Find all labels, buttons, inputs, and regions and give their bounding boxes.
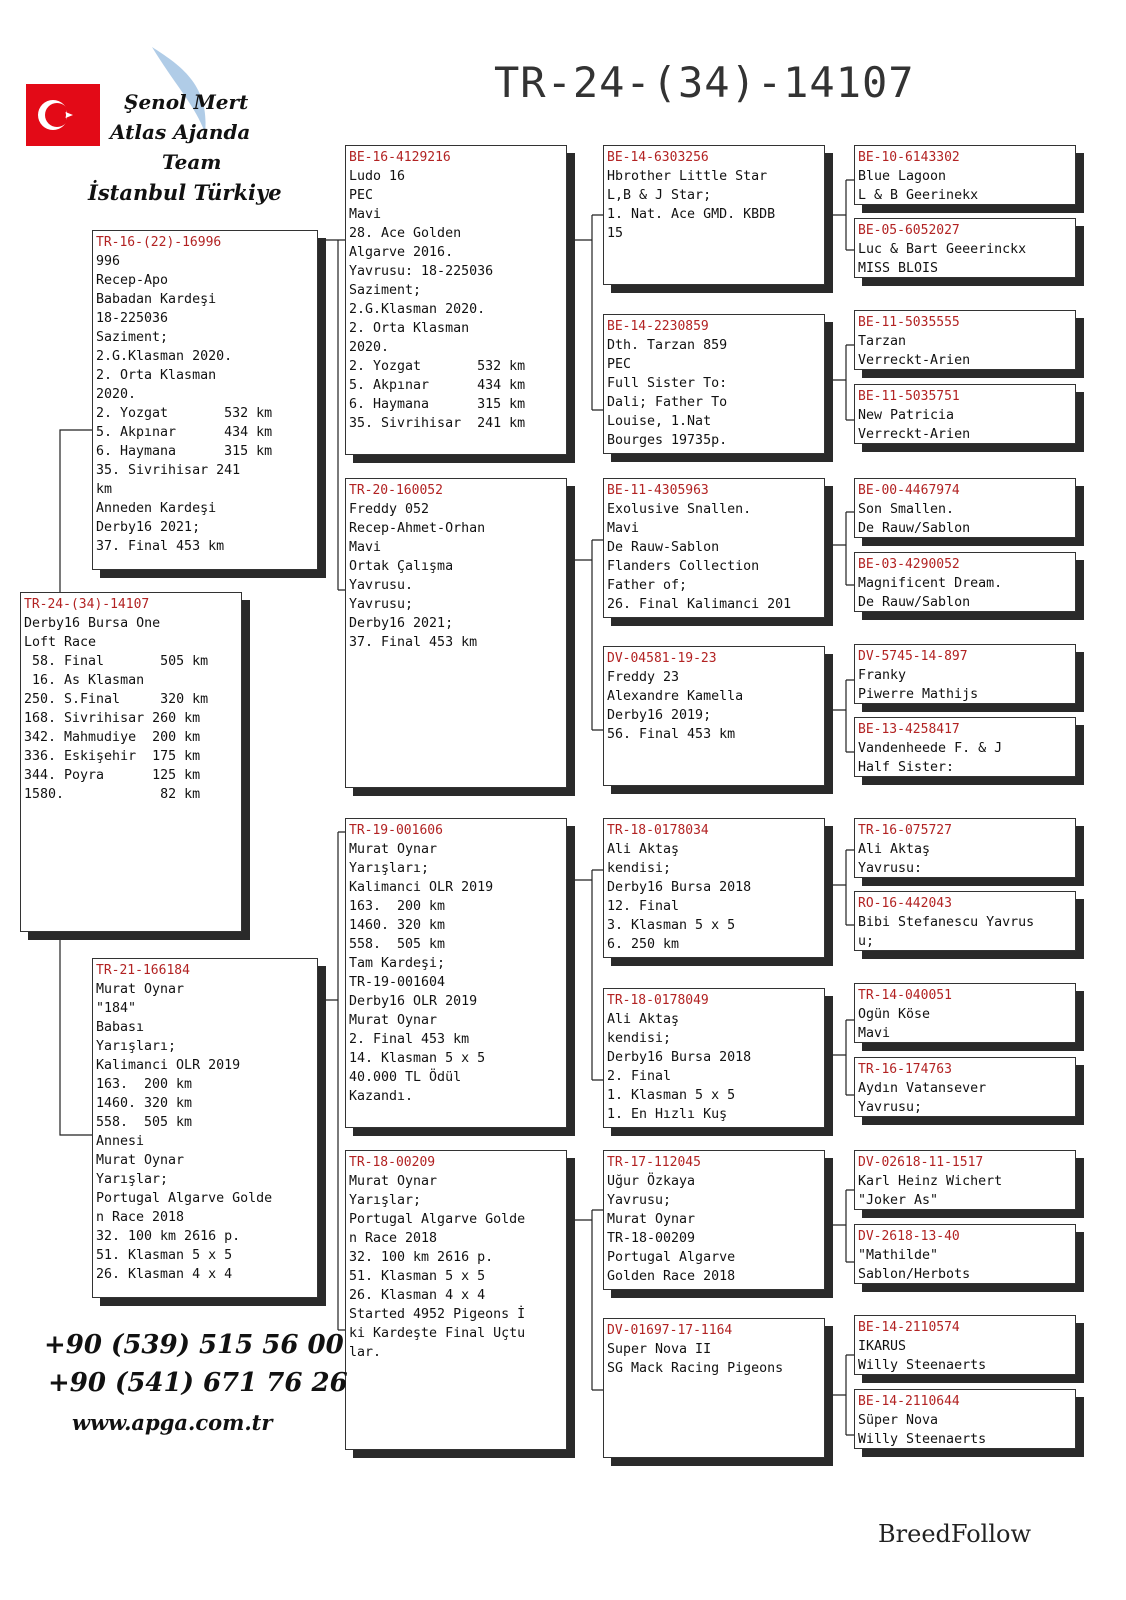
pedigree-card-g5-2 xyxy=(854,218,1076,278)
card-line: Dth. Tarzan 859 xyxy=(607,338,728,353)
card-line: 2. Final xyxy=(607,1069,672,1084)
pedigree-card-g5-1 xyxy=(854,145,1076,205)
card-line: kendisi; xyxy=(607,861,672,876)
card-line: L,B & J Star; xyxy=(607,188,712,203)
pedigree-card-g5-7 xyxy=(854,644,1076,704)
card-line: Golden Race 2018 xyxy=(607,1269,736,1284)
card-line: 2.G.Klasman 2020. xyxy=(96,349,233,364)
card-line: Derby16 OLR 2019 xyxy=(349,994,478,1009)
card-line: 2. Orta Klasman xyxy=(349,321,470,336)
ring-number: BE-13-4258417 xyxy=(858,722,960,737)
ring-number: RO-16-442043 xyxy=(858,896,952,911)
ring-number: BE-11-5035555 xyxy=(858,315,960,330)
pedigree-card-g5-15 xyxy=(854,1315,1076,1375)
card-line: 1. En Hızlı Kuş xyxy=(607,1107,728,1122)
card-line: 26. Klasman 4 x 4 xyxy=(349,1288,486,1303)
card-line: De Rauw-Sablon xyxy=(607,540,720,555)
ring-number: BE-11-4305963 xyxy=(607,483,709,498)
card-line: Portugal Algarve Golde xyxy=(349,1212,526,1227)
pedigree-card-sire-dam xyxy=(345,478,567,788)
card-line: 1460. 320 km xyxy=(349,918,446,933)
card-line: Ali Aktaş xyxy=(858,842,931,857)
card-line: Karl Heinz Wichert xyxy=(858,1174,1003,1189)
card-line: Yavrusu: xyxy=(858,861,923,876)
card-line: De Rauw/Sablon xyxy=(858,595,971,610)
card-line: 558. 505 km xyxy=(96,1115,193,1130)
card-line: 37. Final 453 km xyxy=(96,539,225,554)
card-line: Sablon/Herbots xyxy=(858,1267,971,1282)
card-line: 344. Poyra 125 km xyxy=(24,768,201,783)
card-line: 2020. xyxy=(96,387,137,402)
card-line: 35. Sivrihisar 241 xyxy=(96,463,241,478)
card-line: Saziment; xyxy=(96,330,169,345)
card-line: 51. Klasman 5 x 5 xyxy=(349,1269,486,1284)
card-line: Mavi xyxy=(349,540,382,555)
card-line: Bourges 19735p. xyxy=(607,433,728,448)
card-line: 250. S.Final 320 km xyxy=(24,692,209,707)
ring-number: BE-14-2230859 xyxy=(607,319,709,334)
card-line: 35. Sivrihisar 241 km xyxy=(349,416,526,431)
card-line: Süper Nova xyxy=(858,1413,939,1428)
card-line: Derby16 Bursa 2018 xyxy=(607,1050,752,1065)
pedigree-card-ddd xyxy=(603,1318,825,1458)
card-line: 996 xyxy=(96,254,121,269)
card-line: Mavi xyxy=(607,521,640,536)
card-line: 5. Akpınar 434 km xyxy=(349,378,526,393)
card-line: Murat Oynar xyxy=(96,1153,185,1168)
website-link[interactable]: www.apga.com.tr xyxy=(72,1410,273,1435)
card-line: Derby16 2019; xyxy=(607,708,712,723)
card-line: 37. Final 453 km xyxy=(349,635,478,650)
card-line: Louise, 1.Nat xyxy=(607,414,712,429)
ring-number: BE-03-4290052 xyxy=(858,557,960,572)
card-line: Yarışları; xyxy=(96,1039,177,1054)
card-line: Verreckt-Arien xyxy=(858,353,971,368)
card-line: 6. Haymana 315 km xyxy=(349,397,526,412)
card-line: 12. Final xyxy=(607,899,680,914)
card-line: Super Nova II xyxy=(607,1342,712,1357)
card-line: Kalimanci OLR 2019 xyxy=(96,1058,241,1073)
card-line: Half Sister: xyxy=(858,760,955,775)
card-line: Loft Race xyxy=(24,635,97,650)
card-line: Ludo 16 xyxy=(349,169,406,184)
card-line: Luc & Bart Geeerinckx xyxy=(858,242,1027,257)
ring-number: BE-14-6303256 xyxy=(607,150,709,165)
ring-number: TR-18-00209 xyxy=(349,1155,436,1170)
card-line: 2. Yozgat 532 km xyxy=(96,406,273,421)
card-line: Babası xyxy=(96,1020,145,1035)
card-line: 51. Klasman 5 x 5 xyxy=(96,1248,233,1263)
ring-number: BE-14-2110574 xyxy=(858,1320,960,1335)
pedigree-card-sire-sire xyxy=(345,145,567,455)
card-line: kendisi; xyxy=(607,1031,672,1046)
card-line: Algarve 2016. xyxy=(349,245,454,260)
pedigree-card-g5-3 xyxy=(854,310,1076,370)
turkey-flag xyxy=(26,84,100,146)
card-line: km xyxy=(96,482,113,497)
card-line: 1460. 320 km xyxy=(96,1096,193,1111)
ring-number: DV-04581-19-23 xyxy=(607,651,717,666)
card-line: Derby16 Bursa One xyxy=(24,616,161,631)
card-line: Tarzan xyxy=(858,334,907,349)
card-line: 5. Akpınar 434 km xyxy=(96,425,273,440)
ring-number: BE-14-2110644 xyxy=(858,1394,960,1409)
ring-number: BE-10-6143302 xyxy=(858,150,960,165)
card-line: Ogün Köse xyxy=(858,1007,931,1022)
card-line: Yavrusu; xyxy=(858,1100,923,1115)
pedigree-card-g5-9 xyxy=(854,818,1076,878)
card-lines xyxy=(24,614,238,804)
card-line: Dali; Father To xyxy=(607,395,728,410)
pedigree-card-sds xyxy=(603,478,825,618)
card-line: Yarışlar; xyxy=(349,1193,422,1208)
pedigree-card-dds xyxy=(603,1150,825,1290)
pedigree-card-sss xyxy=(603,145,825,285)
card-line: Portugal Algarve Golde xyxy=(96,1191,273,1206)
pedigree-card-subject xyxy=(20,592,242,932)
card-line: Murat Oynar xyxy=(349,842,438,857)
card-line: Ali Aktaş xyxy=(607,1012,680,1027)
card-line: "Mathilde" xyxy=(858,1248,939,1263)
ring-number: TR-18-0178049 xyxy=(607,993,709,1008)
pedigree-card-ssd xyxy=(603,314,825,454)
card-line: Aydın Vatansever xyxy=(858,1081,987,1096)
card-line: 558. 505 km xyxy=(349,937,446,952)
card-line: 14. Klasman 5 x 5 xyxy=(349,1051,486,1066)
ring-number: TR-14-040051 xyxy=(858,988,952,1003)
card-line: Annesi xyxy=(96,1134,145,1149)
pedigree-card-dam xyxy=(92,958,318,1298)
card-line: n Race 2018 xyxy=(96,1210,185,1225)
card-line: Verreckt-Arien xyxy=(858,427,971,442)
pedigree-card-g5-16 xyxy=(854,1389,1076,1449)
card-line: New Patricia xyxy=(858,408,955,423)
card-line: "184" xyxy=(96,1001,137,1016)
card-line: 1580. 82 km xyxy=(24,787,201,802)
card-line: Saziment; xyxy=(349,283,422,298)
ring-number: DV-01697-17-1164 xyxy=(607,1323,733,1338)
card-line: SG Mack Racing Pigeons xyxy=(607,1361,784,1376)
card-line: "Joker As" xyxy=(858,1193,939,1208)
phone-number-2: +90 (541) 671 76 26 xyxy=(48,1368,348,1398)
card-line: 18-225036 xyxy=(96,311,169,326)
card-line: Kazandı. xyxy=(349,1089,414,1104)
card-line: 168. Sivrihisar 260 km xyxy=(24,711,201,726)
card-line: n Race 2018 xyxy=(349,1231,438,1246)
card-line: Yavrusu; xyxy=(349,597,414,612)
ring-number: TR-16-075727 xyxy=(858,823,952,838)
card-line: 163. 200 km xyxy=(96,1077,193,1092)
pedigree-card-g5-11 xyxy=(854,983,1076,1043)
card-line: Kalimanci OLR 2019 xyxy=(349,880,494,895)
card-line: Full Sister To: xyxy=(607,376,728,391)
card-line: Yavrusu; xyxy=(607,1193,672,1208)
card-line: Mavi xyxy=(349,207,382,222)
card-line: Ortak Çalışma xyxy=(349,559,454,574)
card-line: 32. 100 km 2616 p. xyxy=(349,1250,494,1265)
card-line: 15 xyxy=(607,226,624,241)
card-line: TR-19-001604 xyxy=(349,975,446,990)
card-line: Franky xyxy=(858,668,907,683)
ring-number: TR-17-112045 xyxy=(607,1155,701,1170)
card-line: Yarışlar; xyxy=(96,1172,169,1187)
card-line: 2. Yozgat 532 km xyxy=(349,359,526,374)
pedigree-card-dam-dam xyxy=(345,1150,567,1450)
card-line: Freddy 052 xyxy=(349,502,430,517)
card-line: 40.000 TL Ödül xyxy=(349,1070,462,1085)
card-line: Willy Steenaerts xyxy=(858,1432,987,1447)
card-line: Piwerre Mathijs xyxy=(858,687,979,702)
pedigree-card-g5-8 xyxy=(854,717,1076,777)
card-line: Mavi xyxy=(858,1026,891,1041)
pedigree-card-g5-12 xyxy=(854,1057,1076,1117)
card-line: 2. Orta Klasman xyxy=(96,368,217,383)
ring-number: TR-21-166184 xyxy=(96,963,190,978)
card-line: 1. Klasman 5 x 5 xyxy=(607,1088,736,1103)
card-line: TR-18-00209 xyxy=(607,1231,696,1246)
card-line: Bibi Stefanescu Yavrus xyxy=(858,915,1035,930)
pedigree-card-g5-14 xyxy=(854,1224,1076,1284)
brand-watermark: BreedFollow xyxy=(878,1520,1032,1548)
pedigree-card-g5-10 xyxy=(854,891,1076,951)
card-line: Son Smallen. xyxy=(858,502,955,517)
card-line: Freddy 23 xyxy=(607,670,680,685)
ring-number: BE-05-6052027 xyxy=(858,223,960,238)
card-line: 26. Final Kalimanci 201 xyxy=(607,597,792,612)
card-line: 16. As Klasman xyxy=(24,673,145,688)
card-line: Exolusive Snallen. xyxy=(607,502,752,517)
card-line: Murat Oynar xyxy=(349,1013,438,1028)
team-line-4: İstanbul Türkiye xyxy=(88,180,282,205)
card-line: 32. 100 km 2616 p. xyxy=(96,1229,241,1244)
card-line: L & B Geerinekx xyxy=(858,188,979,203)
pedigree-card-g5-6 xyxy=(854,552,1076,612)
card-line: 2020. xyxy=(349,340,390,355)
card-line: Recep-Ahmet-Orhan xyxy=(349,521,486,536)
card-line: IKARUS xyxy=(858,1339,907,1354)
card-line: ki Kardeşte Final Uçtu xyxy=(349,1326,526,1341)
card-line: Started 4952 Pigeons İ xyxy=(349,1307,526,1322)
card-line: Yarışları; xyxy=(349,861,430,876)
card-line: 342. Mahmudiye 200 km xyxy=(24,730,201,745)
phone-number-1: +90 (539) 515 56 00 xyxy=(44,1330,344,1360)
pedigree-card-sire xyxy=(92,230,318,570)
card-line: Portugal Algarve xyxy=(607,1250,736,1265)
card-line: Derby16 Bursa 2018 xyxy=(607,880,752,895)
card-line: Tam Kardeşi; xyxy=(349,956,446,971)
card-line: Flanders Collection xyxy=(607,559,760,574)
card-line: 2. Final 453 km xyxy=(349,1032,470,1047)
card-line: Babadan Kardeşi xyxy=(96,292,217,307)
card-line: 1. Nat. Ace GMD. KBDB xyxy=(607,207,776,222)
page-title: TR-24-(34)-14107 xyxy=(494,58,915,107)
card-line: Magnificent Dream. xyxy=(858,576,1003,591)
ring-number: TR-16-(22)-16996 xyxy=(96,235,222,250)
team-line-3: Team xyxy=(162,150,222,174)
card-line: Ali Aktaş xyxy=(607,842,680,857)
ring-number: TR-24-(34)-14107 xyxy=(24,597,150,612)
ring-number: TR-18-0178034 xyxy=(607,823,709,838)
card-line: 58. Final 505 km xyxy=(24,654,209,669)
pedigree-card-sdd xyxy=(603,646,825,786)
card-line: MISS BLOIS xyxy=(858,261,939,276)
card-line: 26. Klasman 4 x 4 xyxy=(96,1267,233,1282)
team-line-1: Şenol Mert xyxy=(124,90,249,114)
card-line: Anneden Kardeşi xyxy=(96,501,217,516)
card-line: De Rauw/Sablon xyxy=(858,521,971,536)
crescent-star-icon xyxy=(26,84,100,146)
card-line: Willy Steenaerts xyxy=(858,1358,987,1373)
card-line: 6. 250 km xyxy=(607,937,680,952)
card-line: Yavrusu. xyxy=(349,578,414,593)
card-line: 2.G.Klasman 2020. xyxy=(349,302,486,317)
card-line: Alexandre Kamella xyxy=(607,689,744,704)
pedigree-card-g5-4 xyxy=(854,384,1076,444)
ring-number: TR-19-001606 xyxy=(349,823,443,838)
team-line-2: Atlas Ajanda xyxy=(110,120,251,144)
ring-number: DV-2618-13-40 xyxy=(858,1229,960,1244)
ring-number: BE-11-5035751 xyxy=(858,389,960,404)
pedigree-card-dam-sire xyxy=(345,818,567,1128)
card-line: Murat Oynar xyxy=(96,982,185,997)
card-line: lar. xyxy=(349,1345,382,1360)
pedigree-card-dss xyxy=(603,818,825,958)
card-line: PEC xyxy=(607,357,632,372)
pedigree-card-g5-5 xyxy=(854,478,1076,538)
card-line: Murat Oynar xyxy=(607,1212,696,1227)
ring-number: BE-00-4467974 xyxy=(858,483,960,498)
ring-number: BE-16-4129216 xyxy=(349,150,451,165)
card-line: u; xyxy=(858,934,875,949)
ring-number: TR-20-160052 xyxy=(349,483,443,498)
card-line: 3. Klasman 5 x 5 xyxy=(607,918,736,933)
card-line: 6. Haymana 315 km xyxy=(96,444,273,459)
card-line: 163. 200 km xyxy=(349,899,446,914)
card-line: Vandenheede F. & J xyxy=(858,741,1003,756)
pedigree-card-g5-13 xyxy=(854,1150,1076,1210)
card-line: 336. Eskişehir 175 km xyxy=(24,749,201,764)
card-line: Derby16 2021; xyxy=(96,520,201,535)
ring-number: DV-02618-11-1517 xyxy=(858,1155,984,1170)
card-line: PEC xyxy=(349,188,374,203)
pedigree-card-dsd xyxy=(603,988,825,1128)
card-line: 56. Final 453 km xyxy=(607,727,736,742)
card-line: Hbrother Little Star xyxy=(607,169,768,184)
ring-number: TR-16-174763 xyxy=(858,1062,952,1077)
card-line: Uğur Özkaya xyxy=(607,1174,696,1189)
card-line: Murat Oynar xyxy=(349,1174,438,1189)
card-line: Recep-Apo xyxy=(96,273,169,288)
card-line: Blue Lagoon xyxy=(858,169,947,184)
card-line: 28. Ace Golden xyxy=(349,226,462,241)
card-line: Derby16 2021; xyxy=(349,616,454,631)
ring-number: DV-5745-14-897 xyxy=(858,649,968,664)
card-line: Father of; xyxy=(607,578,688,593)
card-line: Yavrusu: 18-225036 xyxy=(349,264,494,279)
